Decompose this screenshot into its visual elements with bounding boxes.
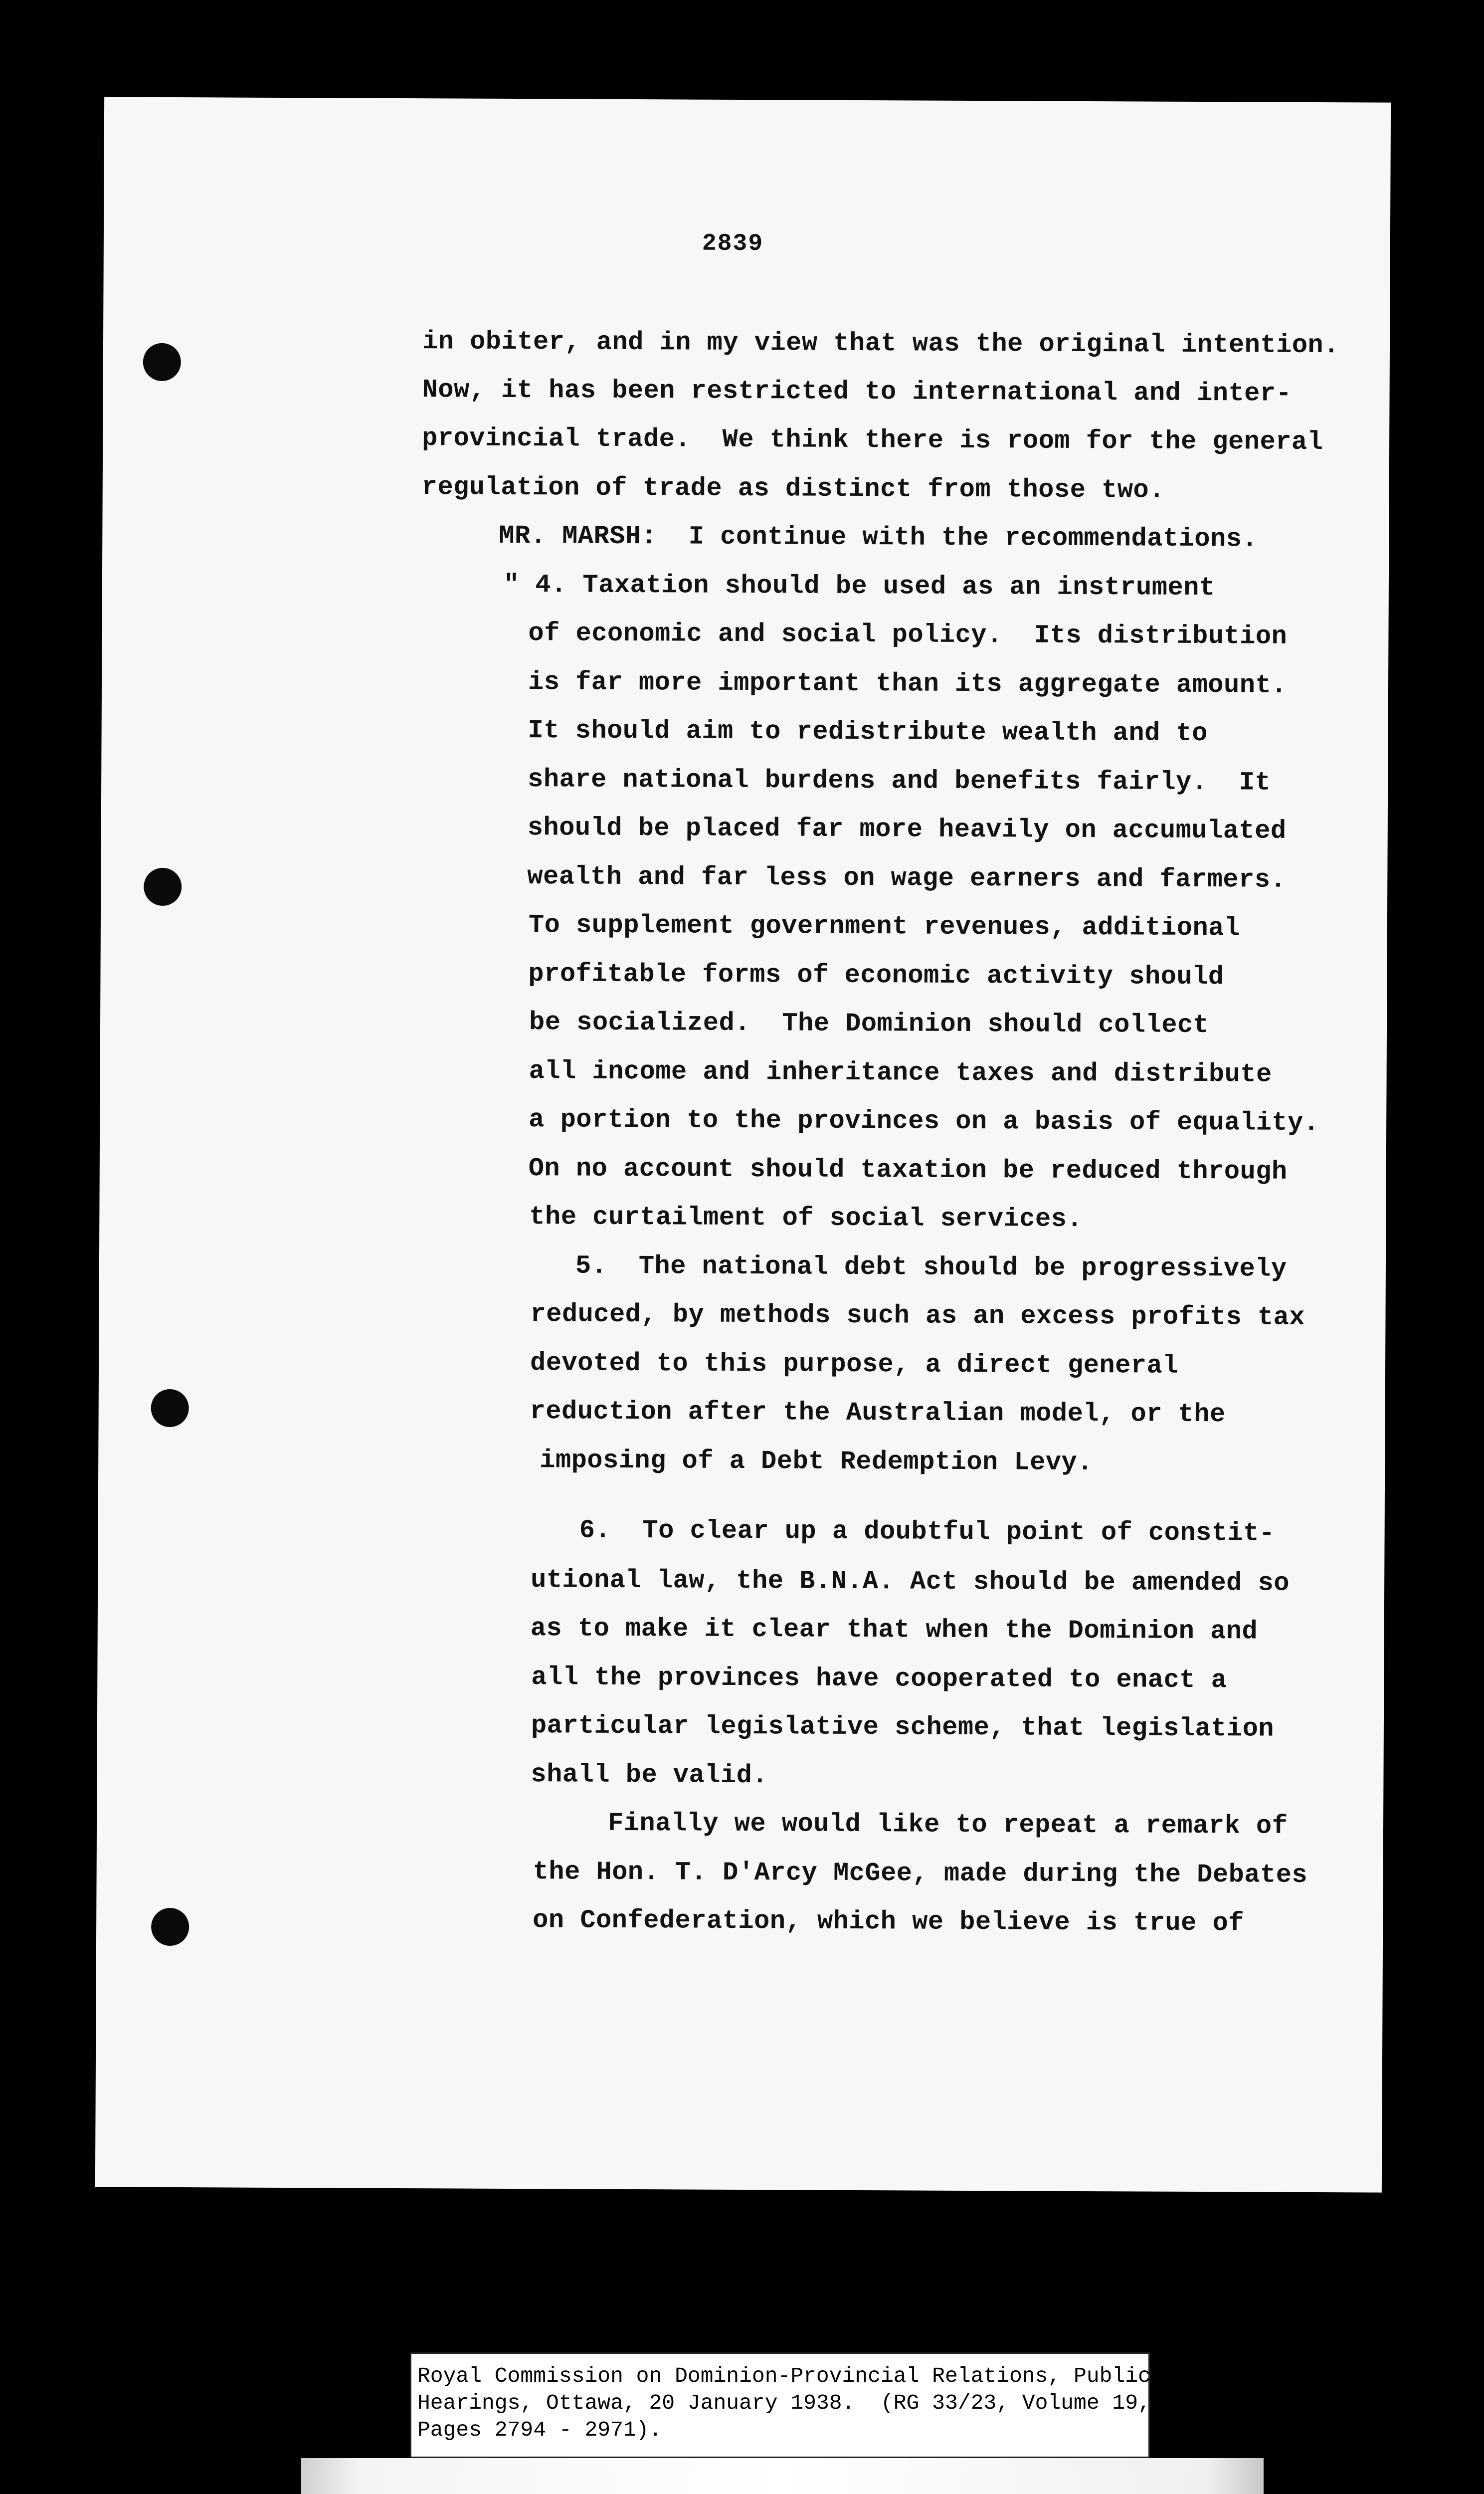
punch-hole [151, 1389, 189, 1427]
text-line: the curtailment of social services. [529, 1202, 1083, 1234]
text-line: To supplement government revenues, additional [528, 910, 1240, 943]
caption-line: Royal Commission on Dominion-Provincial Relations, Public [417, 2364, 1151, 2388]
text-line: On no account should taxation be reduced through [528, 1154, 1288, 1187]
document-page [95, 97, 1391, 2192]
text-line: share national burdens and benefits fairly. It [528, 765, 1271, 798]
text-line: is far more important than its aggregate amount. [528, 667, 1288, 700]
text-line: wealth and far less on wage earners and farmers. [527, 862, 1287, 895]
text-line: utional law, the B.N.A. Act should be amended so [531, 1565, 1290, 1598]
text-line: all income and inheritance taxes and distribute [529, 1056, 1272, 1089]
caption-line: Pages 2794 - 2971). [417, 2418, 662, 2442]
archival-caption [410, 2352, 1150, 2458]
text-line: the Hon. T. D'Arcy McGee, made during the Debates [533, 1857, 1308, 1890]
text-line: profitable forms of economic activity should [528, 959, 1224, 992]
text-line: imposing of a Debt Redemption Levy. [540, 1446, 1094, 1478]
text-line: It should aim to redistribute wealth and to [528, 716, 1208, 749]
text-line: reduced, by methods such as an excess profits tax [530, 1299, 1305, 1332]
text-line: on Confederation, which we believe is true of [533, 1905, 1245, 1938]
text-line: regulation of trade as distinct from those two. [421, 472, 1165, 505]
text-line: Finally we would like to repeat a remark of [607, 1808, 1288, 1841]
text-line: devoted to this purpose, a direct general [530, 1348, 1179, 1381]
punch-hole [151, 1908, 189, 1946]
text-line: all the provinces have cooperated to enact a [531, 1663, 1227, 1695]
text-line: of economic and social policy. Its distribution [528, 619, 1288, 651]
text-line: a portion to the provinces on a basis of equality. [529, 1105, 1319, 1138]
text-line: Now, it has been restricted to international and inter- [422, 375, 1292, 409]
punch-hole [143, 343, 181, 381]
text-line: as to make it clear that when the Dominion and [530, 1614, 1258, 1647]
text-line: 5. The national debt should be progressively [575, 1251, 1287, 1284]
page-number: 2839 [702, 230, 764, 258]
caption-line: Hearings, Ottawa, 20 January 1938. (RG 33/23, Volume 19, [417, 2391, 1151, 2415]
text-line: should be placed far more heavily on accumulated [527, 813, 1287, 846]
text-line: reduction after the Australian model, or the [530, 1397, 1226, 1430]
text-line: be socialized. The Dominion should collect [529, 1008, 1209, 1040]
text-line: " 4. Taxation should be used as an instrument [503, 570, 1215, 603]
punch-hole [144, 868, 182, 906]
text-line: shall be valid. [531, 1760, 768, 1791]
text-line: in obiter, and in my view that was the original intention. [422, 327, 1340, 361]
text-line: particular legislative scheme, that legislation [531, 1711, 1275, 1744]
text-line: provincial trade. We think there is room for the general [422, 423, 1323, 457]
speaker-line: MR. MARSH: I continue with the recommendations. [499, 521, 1258, 554]
text-line: 6. To clear up a doubtful point of constit- [579, 1515, 1275, 1548]
archives-stamp [301, 2458, 1264, 2494]
